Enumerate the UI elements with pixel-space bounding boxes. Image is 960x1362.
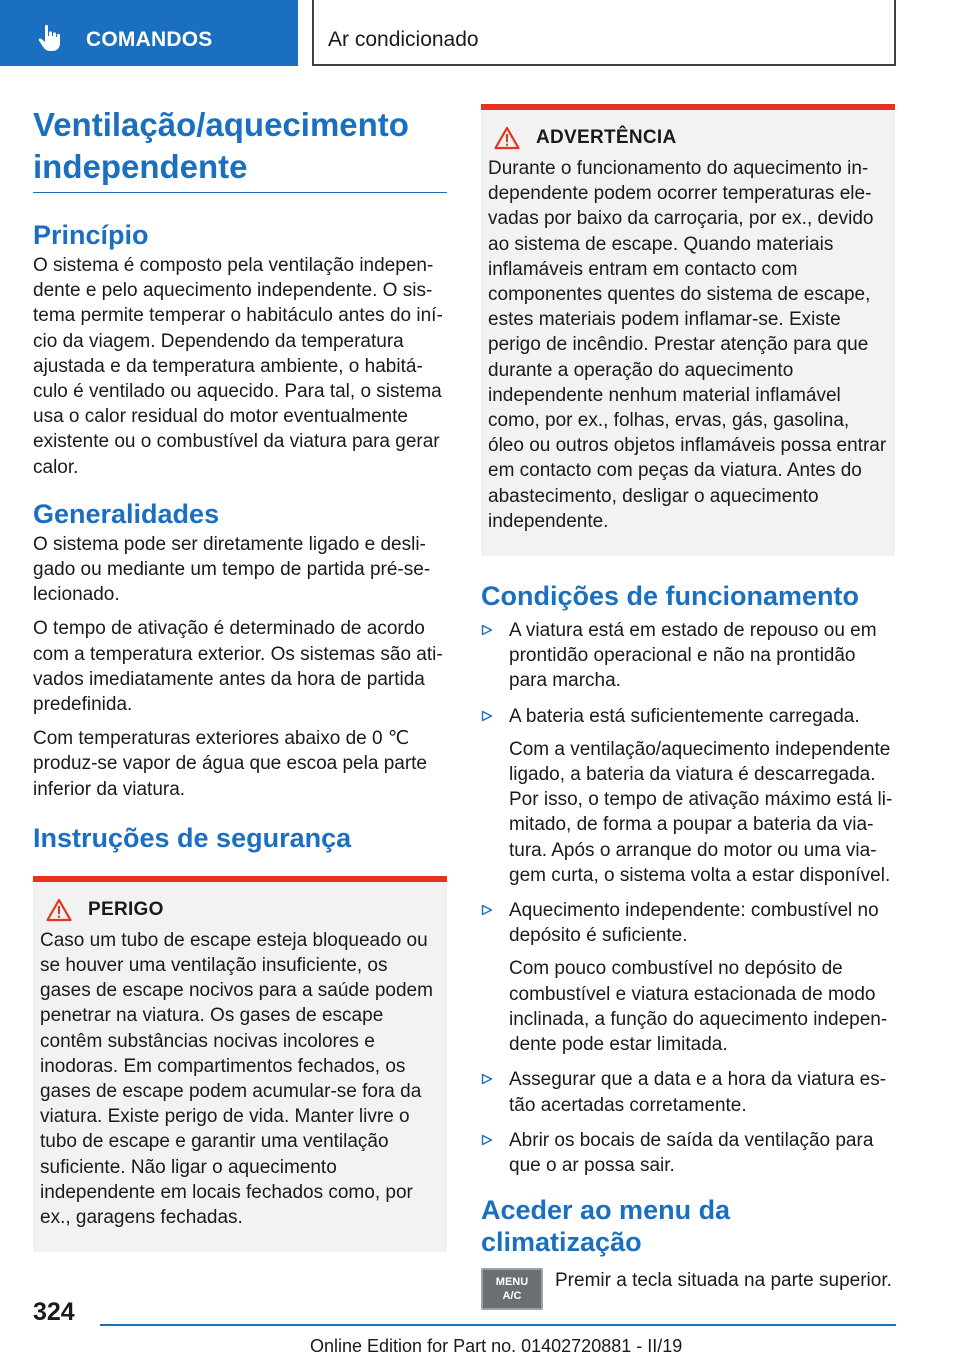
list-item (481, 704, 895, 888)
chapter-title: Ar condicionado (328, 28, 479, 51)
list-item-text: A bateria está suficientemente carregada. (509, 705, 860, 727)
list-item (481, 898, 895, 1057)
hand-pointer-icon (36, 23, 66, 53)
list-item-text: Aquecimento independente: combustível no depósito é suficiente. (509, 900, 879, 947)
danger-title: PERIGO (88, 898, 164, 920)
list-item-note: Com a ventilação/aquecimento independente ligado, a bateria da viatura é descarregada. Por isso, o tempo de ativação máximo está limitado, de forma a poupar a bateria da viatura. Após o arranque do motor ou uma viagem curta, o sistema volta a estar disponível. (509, 738, 893, 886)
principio-text: O sistema é composto pela ventilação independente e pelo aquecimento independente. O sistema permite temperar o habitáculo antes do início da viagem. Dependendo da temperatura ajustada e da temperatura ambiente, o habitáculo é ventilado ou aquecido. Para tal, o sistema usa o calor residual do motor eventualmente existente ou o combustível da viatura para gerar calor. (33, 255, 443, 478)
triangle-bullet-icon (481, 710, 493, 722)
right-column (481, 104, 895, 1310)
tab-comandos[interactable] (0, 0, 298, 66)
danger-text: Caso um tubo de escape esteja bloqueado ou se houver uma ventilação insuficiente, os gases de escape nocivos para a saúde podem penetrar na viatura. Os gases de escape contêm substâncias nocivas incolores e inodoras. Em compartimentos fechados, os gases de escape podem acumular-se fora da viatura. Existe perigo de vida. Manter livre o tubo de escape e garantir uma ventilação suficiente. Não ligar o aquecimento independente em locais fechados como, por ex., garagens fechadas. (40, 929, 433, 1229)
menu-button-line2: A/C (502, 1290, 522, 1303)
header-tabbar (0, 0, 960, 66)
warning-text: Durante o funcionamento do aquecimento independente podem ocorrer temperaturas elevadas por baixo da carroçaria, por ex., devido ao sistema de escape. Quando materiais inflamáveis entram em contacto com componentes quentes do sistema de escape, estes materiais podem inflamar-se. Existe perigo de incêndio. Prestar atenção para que durante a operação do aquecimento independente nenhum material inflamável como, por ex., folhas, ervas, gás, gasolina, óleo ou outros objetos inflamáveis possa entrar em contacto com peças da viatura. Antes do abastecimento, desligar o aquecimento independente. (488, 158, 887, 532)
page-number: 324 (33, 1298, 75, 1326)
warning-triangle-icon (46, 898, 72, 922)
triangle-bullet-icon (481, 1134, 493, 1146)
triangle-bullet-icon (481, 624, 493, 636)
warning-box (481, 104, 895, 556)
list-item (481, 618, 895, 694)
page-footer (0, 1290, 960, 1362)
tab-comandos-label: COMANDOS (86, 28, 213, 51)
menu-button-line1: MENU (495, 1276, 529, 1289)
danger-header (42, 898, 439, 922)
list-item-note: Com pouco combustível no depósito de combustível e viatura estacionada de modo inclinada, a função do aquecimento independente pode estar limitada. (509, 958, 888, 1056)
triangle-bullet-icon (481, 904, 493, 916)
warning-triangle-icon (494, 126, 520, 150)
tab-chapter[interactable] (312, 0, 896, 66)
danger-box (33, 876, 447, 1252)
edition-text: Online Edition for Part no. 01402720881 - II/19 (310, 1336, 683, 1356)
list-item-text: Assegurar que a data e a hora da viatura estão acertadas corretamente. (509, 1069, 887, 1116)
list-item (481, 1128, 895, 1178)
left-column (33, 104, 447, 1252)
generalidades-p2: O tempo de ativação é determinado de acordo com a temperatura exterior. Os sistemas são ativados imediatamente antes da hora de partida predefinida. (33, 618, 443, 716)
list-item (481, 1067, 895, 1117)
heading-menu: Aceder ao menu da climatização (481, 1195, 731, 1258)
warning-header (490, 126, 887, 150)
heading-generalidades: Generalidades (33, 498, 220, 529)
heading-seguranca: Instruções de segurança (33, 822, 352, 853)
heading-principio: Princípio (33, 220, 149, 250)
footer-divider (100, 1324, 896, 1326)
list-item-text: A viatura está em estado de repouso ou em prontidão operacional e não na prontidão para marcha. (509, 620, 877, 692)
warning-title: ADVERTÊNCIA (536, 127, 677, 148)
page-title: Ventilação/aquecimento independente (33, 104, 447, 193)
triangle-bullet-icon (481, 1073, 493, 1085)
menu-instruction-text: Premir a tecla situada na parte superior. (555, 1270, 892, 1292)
list-item-text: Abrir os bocais de saída da ventilação para que o ar possa sair. (509, 1129, 874, 1176)
generalidades-p3: Com temperaturas exteriores abaixo de 0 ℃ produz-se vapor de água que escoa pela parte inferior da viatura. (33, 728, 427, 800)
heading-condicoes: Condições de funcionamento (481, 581, 860, 612)
generalidades-p1: O sistema pode ser diretamente ligado e desligado ou mediante um tempo de partida pré-selecionado. (33, 533, 431, 606)
conditions-list (481, 618, 895, 1178)
